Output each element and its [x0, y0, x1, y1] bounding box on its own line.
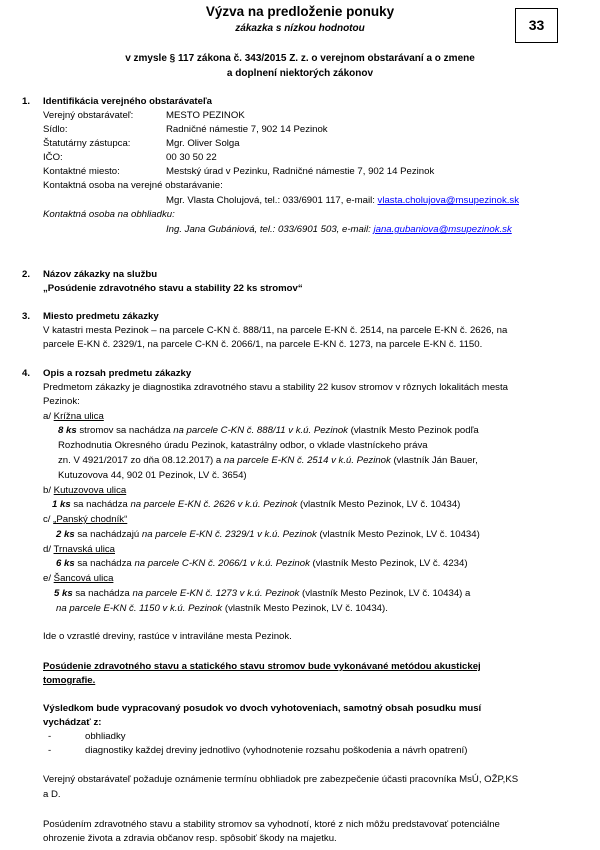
item-e-l2-owner: (vlastník Mesto Pezinok, LV č. 10434).	[222, 603, 388, 614]
result-line-2: vychádzať z:	[43, 717, 102, 728]
method-line-1: Posúdenie zdravotného stavu a statického stavu stromov bude vykonávané metódou akustickej	[43, 661, 481, 672]
notice-line-2: a D.	[43, 789, 61, 800]
item-d-street: Trnavská ulica	[53, 544, 115, 555]
contract-name: „Posúdenie zdravotného stavu a stability 22 ks stromov“	[43, 283, 303, 294]
item-a-count: 8 ks	[58, 425, 77, 436]
item-e-l2-parcel: na parcele E-KN č. 1150 v k.ú. Pezinok	[56, 603, 223, 614]
item-b-title	[43, 484, 126, 498]
item-e-owner: (vlastník Mesto Pezinok, LV č. 10434) a	[299, 588, 471, 599]
item-a-line-2: Rozhodnutia Okresného úradu Pezinok, katastrálny odbor, o vklade vlastníckeho práva	[58, 440, 428, 451]
bullet-dash-1: -	[48, 731, 52, 742]
value-contact-procurement	[166, 194, 519, 208]
bullet-diagnostics: diagnostiky každej dreviny jednotlivo (vyhodnotenie rozsahu poškodenia a návrh opatrení)	[85, 745, 468, 756]
item-a-l3-start: zn. V 4921/2017 zo dňa 08.12.2017) a	[58, 455, 224, 466]
item-b-owner: (vlastník Mesto Pezinok, LV č. 10434)	[297, 499, 461, 510]
item-c-title	[43, 513, 127, 527]
item-b-street: Kutuzovova ulica	[53, 485, 127, 496]
item-e-line-2	[56, 602, 388, 616]
item-d-owner: (vlastník Mesto Pezinok, LV č. 4234)	[309, 558, 468, 569]
notice-line-1: Verejný obstarávateľ požaduje oznámenie termínu obhliadok pre zabezpečenie účasti pracovníka MsÚ, OŽP,KS	[43, 774, 519, 785]
email-link-cholujova[interactable]: vlasta.cholujova@msupezinok.sk	[377, 195, 519, 206]
item-d-mid: sa nachádza	[74, 558, 135, 569]
value-contact-inspection	[166, 223, 512, 237]
value-ico: 00 30 50 22	[166, 152, 217, 163]
section-4-heading: Opis a rozsah predmetu zákazky	[43, 368, 192, 379]
section-2-heading: Názov zákazky na službu	[43, 269, 158, 280]
final-line-2: ohrozenie života a zdravia občanov resp. spôsobiť škody na majetku.	[43, 833, 337, 844]
item-a-street: Krížna ulica	[53, 411, 104, 422]
item-c-mid: sa nachádzajú	[74, 529, 142, 540]
item-b-line-1	[52, 498, 460, 512]
contact-procurement-text: Mgr. Vlasta Cholujová, tel.: 033/6901 117, e-mail:	[166, 195, 378, 206]
location-line-1: V katastri mesta Pezinok – na parcele C-KN č. 888/11, na parcele E-KN č. 2514, na parcele E-KN č. 2626, na	[43, 325, 508, 336]
bullet-dash-2: -	[48, 745, 52, 756]
item-b-parcel: na parcele E-KN č. 2626 v k.ú. Pezinok	[130, 499, 298, 510]
item-d-parcel: na parcele C-KN č. 2066/1 v k.ú. Pezinok	[134, 558, 310, 569]
item-a-mid: stromov sa nachádza	[76, 425, 174, 436]
document-number-box	[515, 8, 558, 43]
document-title: Výzva na predloženie ponuky	[205, 4, 395, 19]
result-line-1: Výsledkom bude vypracovaný posudok vo dvoch vyhotoveniach, samotný obsah posudku musí	[43, 703, 482, 714]
item-c-count: 2 ks	[56, 529, 75, 540]
item-c-street: „Panský chodník“	[53, 514, 128, 525]
item-c-line-1	[56, 528, 480, 542]
email-link-gubaniova[interactable]: jana.gubaniova@msupezinok.sk	[373, 224, 512, 235]
item-e-mid: sa nachádza	[72, 588, 133, 599]
scope-intro-line-1: Predmetom zákazky je diagnostika zdravotného stavu a stability 22 kusov stromov v rôznych lokalitách mesta	[43, 382, 508, 393]
section-3-number: 3.	[22, 311, 31, 322]
section-3-heading: Miesto predmetu zákazky	[43, 311, 159, 322]
item-e-prefix: e/	[43, 573, 54, 584]
value-statutory: Mgr. Oliver Solga	[166, 138, 240, 149]
label-contact-procurement: Kontaktná osoba na verejné obstarávanie:	[43, 180, 223, 191]
item-d-title	[43, 543, 115, 557]
item-a-line-3	[58, 454, 478, 468]
trees-note: Ide o vzrastlé dreviny, rastúce v intraviláne mesta Pezinok.	[43, 631, 292, 642]
item-e-line-1	[54, 587, 470, 601]
scope-intro-line-2: Pezinok:	[43, 396, 80, 407]
item-a-line-1	[58, 424, 479, 438]
label-contact-inspection: Kontaktná osoba na obhliadku:	[43, 209, 175, 220]
final-line-1: Posúdením zdravotného stavu a stability stromov sa vyhodnotí, ktoré z nich môžu predstavovať potenciálne	[43, 819, 500, 830]
law-line-1: v zmysle § 117 zákona č. 343/2015 Z. z. o verejnom obstarávaní a o zmene	[125, 53, 475, 64]
section-4-number: 4.	[22, 368, 31, 379]
label-contracting-authority: Verejný obstarávateľ:	[43, 110, 134, 121]
item-c-prefix: c/	[43, 514, 54, 525]
label-contact-place: Kontaktné miesto:	[43, 166, 120, 177]
item-b-mid: sa nachádza	[70, 499, 131, 510]
item-a-parcel: na parcele C-KN č. 888/11 v k.ú. Pezinok	[173, 425, 348, 436]
item-d-prefix: d/	[43, 544, 54, 555]
value-seat: Radničné námestie 7, 902 14 Pezinok	[166, 124, 328, 135]
item-a-line-4: Kutuzovova 44, 902 01 Pezinok, LV č. 3654)	[58, 470, 247, 481]
section-2-number: 2.	[22, 269, 31, 280]
law-line-2: a doplnení niektorých zákonov	[226, 68, 374, 79]
item-c-parcel: na parcele E-KN č. 2329/1 v k.ú. Pezinok	[141, 529, 317, 540]
label-statutory: Štatutárny zástupca:	[43, 138, 131, 149]
method-line-2: tomografie.	[43, 675, 96, 686]
law-reference	[90, 51, 510, 81]
value-contracting-authority: MESTO PEZINOK	[166, 110, 245, 121]
item-a-owner: (vlastník Mesto Pezinok podľa	[347, 425, 479, 436]
label-seat: Sídlo:	[43, 124, 68, 135]
item-a-l3-parcel: na parcele E-KN č. 2514 v k.ú. Pezinok	[223, 455, 391, 466]
document-subtitle: zákazka s nízkou hodnotou	[235, 23, 365, 34]
location-line-2: parcele E-KN č. 2329/1, na parcele C-KN č. 2066/1, na parcele E-KN č. 1273, na parcele E-KN č. 1150.	[43, 339, 483, 350]
value-contact-place: Mestský úrad v Pezinku, Radničné námestie 7, 902 14 Pezinok	[166, 166, 435, 177]
bullet-inspections: obhliadky	[85, 731, 126, 742]
item-e-parcel: na parcele E-KN č. 1273 v k.ú. Pezinok	[132, 588, 300, 599]
section-1-number: 1.	[22, 96, 31, 107]
label-ico: IČO:	[43, 152, 63, 163]
document-number: 33	[528, 17, 545, 33]
item-a-l3-end: (vlastník Ján Bauer,	[390, 455, 478, 466]
item-a-prefix: a/	[43, 411, 54, 422]
section-1-heading: Identifikácia verejného obstarávateľa	[43, 96, 212, 107]
contact-inspection-text: Ing. Jana Gubániová, tel.: 033/6901 503, e-mail:	[166, 224, 374, 235]
item-e-title	[43, 572, 113, 586]
item-d-line-1	[56, 557, 468, 571]
item-d-count: 6 ks	[56, 558, 75, 569]
item-b-count: 1 ks	[52, 499, 71, 510]
item-a-title	[43, 410, 104, 424]
item-e-count: 5 ks	[54, 588, 73, 599]
item-e-street: Šancová ulica	[53, 573, 114, 584]
item-c-owner: (vlastník Mesto Pezinok, LV č. 10434)	[316, 529, 480, 540]
item-b-prefix: b/	[43, 485, 54, 496]
